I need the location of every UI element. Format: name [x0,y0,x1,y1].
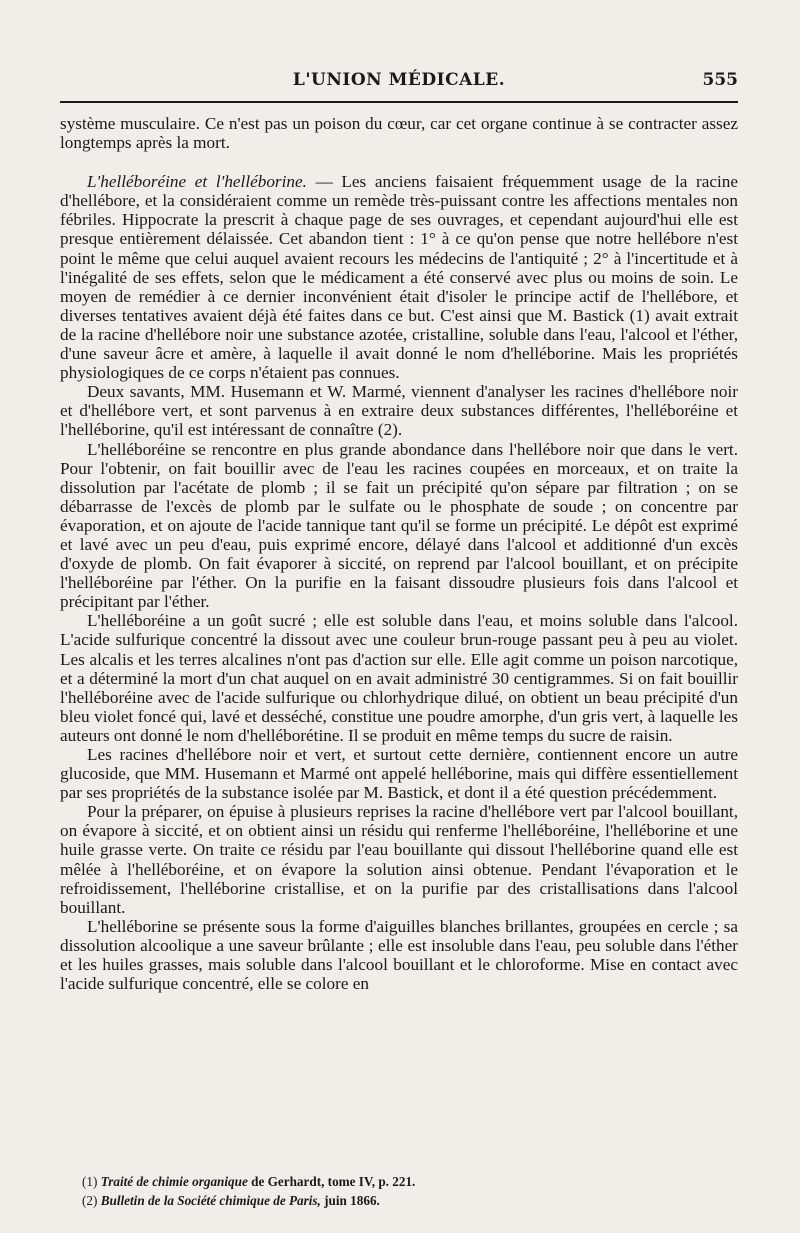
footnote-title: Bulletin de la Société chimique de Paris, [100,1193,321,1208]
paragraph [60,114,738,152]
footnote-marker: (1) [82,1174,98,1189]
paragraph-text: Pour la préparer, on épuise à plusieurs reprises la racine d'hellébore vert par l'alcool bouillant, on évapore à siccité, et on obtient ainsi un résidu qui renferme l'helléboréine, l'helléborine et une huile grasse verte. On traite ce résidu par l'eau bouillante qui dissout l'helléborine quand elle est mêlée à l'helléboréine, et on évapore la solution ainsi obtenue. Pendant l'évaporation et le refroidissement, l'helléborine cristallise, et on la purifie par des cristallisations dans l'alcool bouillant. [60,802,738,917]
paragraph-text: L'helléboréine se rencontre en plus grande abondance dans l'hellébore noir que dans le vert. Pour l'obtenir, on fait bouillir avec de l'eau les racines coupées en morceaux, et on traite la dissolution par l'acétate de plomb ; il se fait un précipité qu'on sépare par filtration ; on se débarrasse de l'excès de plomb par le sulfate ou le phosphate de soude ; on concentre par évaporation, et on ajoute de l'acide tannique tant qu'il se forme un précipité. Le dépôt est exprimé et lavé avec un peu d'eau, puis exprimé encore, délayé dans l'alcool et additionné d'un excès d'oxyde de plomb. On fait évaporer à siccité, on reprend par l'alcool bouillant, et on précipite l'helléboréine par l'éther. On la purifie en la faisant dissoudre plusieurs fois dans l'alcool et précipitant par l'éther. [60,439,738,612]
footnote [60,1191,738,1210]
paragraph-text: L'helléboréine a un goût sucré ; elle est soluble dans l'eau, et moins soluble dans l'alcool. L'acide sulfurique concentré la dissout avec une couleur brun-rouge passant peu à peu au violet. Les alcalis et les terres alcalines n'ont pas d'action sur elle. Elle agit comme un poison narcotique, et a déterminé la mort d'un chat auquel on en avait administré 30 centigrammes. Si on fait bouillir l'helléboréine avec de l'acide sulfurique ou chlorhydrique dilué, on obtient un beau précipité d'un bleu violet foncé qui, lavé et desséché, constitue une poudre amorphe, d'un gris vert, à laquelle les auteurs ont donné le nom d'helléborétine. Il se produit en même temps du sucre de raisin. [60,611,738,745]
paragraph [60,382,738,439]
footnote-marker: (2) [82,1193,98,1208]
paragraph [60,172,738,382]
footnote-title: Traité de chimie organique [100,1174,248,1189]
paragraph-text: Deux savants, MM. Husemann et W. Marmé, viennent d'analyser les racines d'hellébore noir et d'hellébore vert, et sont parvenus à en extraire deux substances différentes, l'helléboréine et l'helléborine, qu'il est intéressant de connaître (2). [60,382,738,440]
header-rule [60,101,738,103]
paragraph-text: L'helléborine se présente sous la forme d'aiguilles blanches brillantes, groupées en cercle ; sa dissolution alcoolique a une saveur brûlante ; elle est insoluble dans l'eau, peu soluble dans l'éther et les huiles grasses, mais soluble dans l'alcool bouillant et le chloroforme. Mise en contact avec l'acide sulfurique concentré, elle se colore en [60,916,738,994]
footnote-tail: de Gerhardt, tome IV, p. 221. [247,1174,416,1189]
paragraph-text: Les racines d'hellébore noir et vert, et surtout cette dernière, contiennent encore un autre glucoside, que MM. Husemann et Marmé ont appelé helléborine, mais qui diffère essentiellement par ses propriétés de la substance isolée par M. Bastick, et dont il a été question précédemment. [60,745,738,803]
paragraph [60,440,738,612]
page-header [60,66,738,96]
body-text [60,114,738,993]
paragraph [60,802,738,917]
running-title: L'UNION MÉDICALE. [292,70,506,90]
footnotes [60,1172,738,1210]
footnote [60,1172,738,1191]
paragraph [60,745,738,802]
paragraph-text: — Les anciens faisaient fréquemment usage de la racine d'hellébore, et la considéraient comme un remède très-puissant contre les affections mentales non fébriles. Hippocrate la prescrit à chaque page de ses ouvrages, et cependant aujourd'hui elle est presque entièrement délaissée. Cet abandon tient : 1° à ce qu'on pense que notre hellébore n'est point le même que celui auquel avaient recours les médecins de l'antiquité ; 2° à l'incertitude et à l'inégalité de ses effets, selon que le médicament a été conservé avec plus ou moins de soin. Le moyen de remédier à ce dernier inconvénient était d'isoler le principe actif de l'hellébore, et diverses tentatives avaient déjà été faites dans ce but. C'est ainsi que M. Bastick (1) avait extrait de la racine d'hellébore noir une substance azotée, cristalline, soluble dans l'eau, l'alcool et l'éther, d'une saveur âcre et amère, à laquelle il avait donné le nom d'helléborine. Mais les propriétés physiologiques de ce corps n'étaient pas connues. [60,172,739,383]
paragraph [60,611,738,745]
paragraph-text: système musculaire. Ce n'est pas un poison du cœur, car cet organe continue à se contracter assez longtemps après la mort. [60,114,738,153]
page-number: 555 [702,70,738,90]
section-title: L'helléboréine et l'helléborine. [87,172,307,192]
footnote-tail: juin 1866. [320,1193,380,1208]
paragraph [60,917,738,993]
